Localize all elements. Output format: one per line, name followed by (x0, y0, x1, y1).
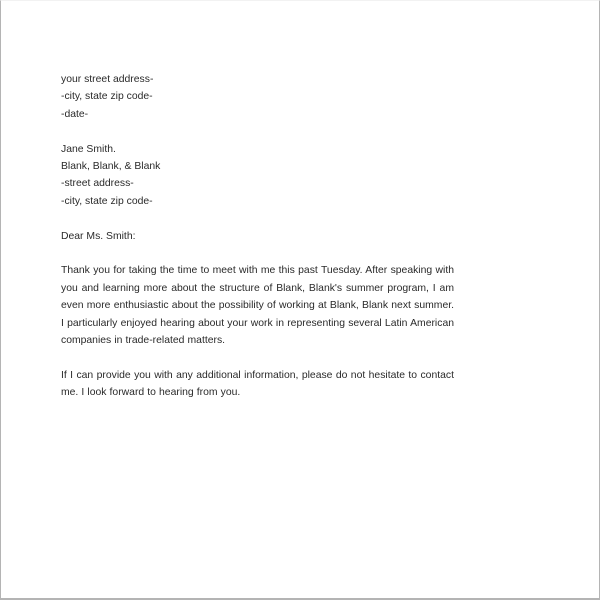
salutation: Dear Ms. Smith: (61, 230, 136, 242)
closing-paragraph: If I can provide you with any additional information, please do not hesitate to contact me. I look forward to hearing from you. (61, 369, 454, 399)
recipient-address-block (61, 141, 454, 211)
recipient-city: -city, state zip code- (61, 195, 153, 207)
recipient-street: -street address- (61, 178, 134, 190)
letter-date: -date- (61, 108, 89, 120)
sender-city: -city, state zip code- (61, 91, 153, 103)
letter-body (61, 71, 454, 419)
sender-street: your street address- (61, 74, 154, 85)
recipient-company: Blank, Blank, & Blank (61, 161, 161, 173)
sender-address-block (61, 71, 454, 123)
recipient-name: Jane Smith. (61, 143, 116, 155)
body-paragraph: Thank you for taking the time to meet with me this past Tuesday. After speaking with you and learning more about the structure of Blank, Blank's summer program, I am even more enthusiastic about the possibility of working at Blank, Blank next summer. I particularly enjoyed hearing about your work in representing several Latin American companies in trade-related matters. (61, 265, 454, 347)
